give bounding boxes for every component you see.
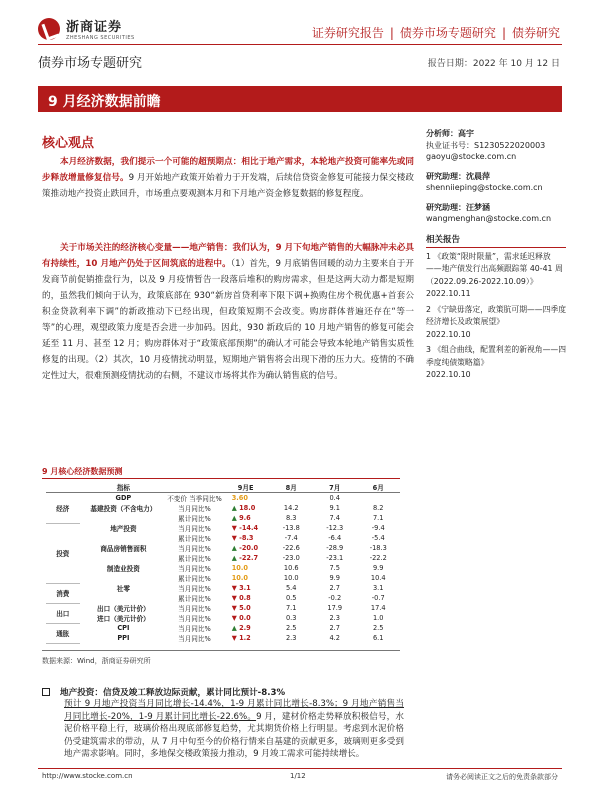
row-indicator [80,573,168,583]
row-jun: -0.7 [371,594,385,602]
row-aug: 5.4 [285,584,297,592]
core-heading: 核心观点 [42,136,95,151]
nav-item-research: 证券研究报告 [311,26,384,40]
row-type: 当月同比% [178,635,211,643]
arrow-down-icon: ▼ [231,604,240,612]
col-type [167,482,222,493]
row-jun: -18.3 [369,544,387,552]
arrow-up-icon: ▲ [231,514,240,522]
row-aug: 7.1 [285,604,297,612]
analyst-block [426,128,566,163]
table-header-row [46,482,400,493]
row-jun: -5.4 [371,534,385,542]
row-type: 累计同比% [178,555,211,563]
row-indicator [80,553,168,563]
row-jun: 1.0 [372,614,384,622]
row-jun: -22.2 [369,554,387,562]
table-row [46,593,400,603]
assistant-email-1[interactable]: shenniieping@stocke.com.cn [426,183,543,192]
core-paragraph-1 [42,154,414,202]
assistant-name-2: 研究助理：汪梦涵 [426,202,490,212]
row-indicator: 基建投资（不含电力） [90,505,157,513]
table-row [46,603,400,613]
report-series: 债券市场专题研究 [38,56,143,71]
row-forecast: ▼ 0.8 [231,594,251,602]
table-row [46,503,400,513]
analyst-name: 分析师：高宇 [426,129,474,138]
row-aug: 2.3 [285,634,297,642]
row-forecast: ▲ -22.7 [231,554,259,562]
row-jul: -28.9 [326,544,344,552]
row-jun: 7.1 [372,514,384,522]
col-sep-e: 9月E [222,482,270,493]
core-p2-body: （1）首先，9 月底销售回暖的动力主要来自于开发商节前促销推盘行为，以及 9 月疫情暂告一段落后堆积的购房需求，但是这两大动力都是短期的，虽然我们倾向于认为，政策底部在 930“新房首贷利率下限下调+换购住房个税优惠+首套公积金贷款利率下调”的新政推动下已经出现，但政策短期不会改变。购房群体普遍还存在“等一等”的心理，观望政策力度是否会进一步加码。因此，930 新政后的 10 月地产销售的修复可能会延至 11 月、甚至 12 月；购房群体对于“政策底部预期”的确认才可能会导致本轮地产销售实质性修复的出现。（2）其次，10 月疫情扰动明显，短期地产销售将会出现下滑的压力大。疫情的不确定性过大，很难预测疫情扰动的右侧，不建议市场将其作为确认销售底的信号。 [42,259,415,381]
row-forecast: ▲ 9.6 [231,514,251,522]
core-p1-lead: 本月经济数据，我们提示一个可能的超预期点：相比于地产需求，本轮地产投资可能率先或同步释放增量修复信号。 [42,157,414,183]
row-type: 当月同比% [178,605,211,613]
row-forecast: ▲ -20.0 [231,544,259,552]
row-aug: -7.4 [284,534,298,542]
row-jun: 17.4 [370,604,386,612]
table-row [46,623,400,633]
page-header [0,0,600,80]
row-aug: 0.3 [285,614,297,622]
checkbox-bullet-icon [42,688,50,696]
row-type: 不变价 当季同比% [167,495,222,503]
row-indicator [80,593,168,603]
row-indicator: PPI [117,634,130,642]
row-jul: 0.4 [329,494,340,502]
arrow-up-icon: ▲ [231,624,240,632]
arrow-down-icon: ▼ [231,584,240,592]
row-jul: -6.4 [328,534,342,542]
row-aug: 10.0 [283,574,299,582]
row-jun: -9.4 [371,524,385,532]
row-jun [356,493,400,504]
top-category-nav: 证券研究报告 | 债券市场专题研究 | 债券研究 [311,26,560,40]
core-p2-lead: 关于市场关注的经济核心变量——地产销售：我们认为，9 月下旬地产销售的大幅脉冲未必具有持续性，10 月地产仍处于区间筑底的进程中。 [42,243,414,269]
table-row [46,533,400,543]
row-type: 累计同比% [178,515,211,523]
table-body [46,493,400,644]
row-forecast: ▼ 0.0 [231,614,251,622]
nav-item-bond: 债券研究 [511,26,560,40]
row-jul: 7.4 [329,514,340,522]
row-forecast: ▼ -8.3 [231,534,254,542]
property-detail-text: 9 月，建材价格走势释放积极信号，水泥价格平稳上行，玻璃价格出现底部修复趋势，尤其期货价格上行明显。考虑到水泥价格仍受建筑需求的带动，从 7 月中旬至今的价格行情来自基建的贡献更多，玻璃则更多受到地产需求影响。同时，多地保交楼政策接力推动，9 月竣工需求可能持续增长。 [64,711,404,759]
row-indicator: 地产投资 [110,525,137,533]
analyst-email[interactable]: gaoyu@stocke.com.cn [426,152,517,161]
table-title: 9 月核心经济数据预测 [42,467,123,476]
row-type: 当月同比% [178,585,211,593]
row-aug: -23.0 [282,554,300,562]
table-row [46,553,400,563]
arrow-up-icon: ▲ [231,554,240,562]
row-forecast: ▲ 18.0 [231,504,256,512]
footer-divider [38,768,562,769]
assistant-name-1: 研究助理：沈晨萍 [426,171,490,181]
row-jul: 2.7 [329,584,340,592]
table-source: 数据来源：Wind，浙商证券研究所 [42,657,151,665]
footer-disclaimer: 请务必阅读正文之后的免责条款部分 [446,773,558,781]
row-type: 当月同比% [178,525,211,533]
logo-cn-text: 浙商证券 [66,20,123,35]
row-aug: 8.3 [285,514,297,522]
row-jul: 2.3 [329,614,340,622]
assistant-block-1 [426,171,566,194]
row-jun: 9.9 [372,564,384,572]
related-report-2[interactable]: 2 《宁缺毋落定，政策肮可期——四季度经济增长及政策展望》 2022.10.10 [426,304,566,339]
row-forecast: 10.0 [231,564,248,572]
row-jul: 4.2 [329,634,340,642]
core-p1-body: 9 月开始地产政策开始着力于开发端，后续信贷资金修复可能接力保交楼政策推动地产投资止跌回升，市场重点要观测本月和下月地产资金修复数据的修复程度。 [42,173,414,199]
arrow-down-icon: ▼ [231,534,240,542]
row-indicator: 出口（美元计价） [97,605,150,613]
section-heading-property [42,686,285,698]
table-bottom-rule [42,650,400,651]
row-indicator [80,513,168,523]
row-type: 当月同比% [178,505,211,513]
row-indicator: CPI [117,624,130,632]
forecast-table [46,482,400,644]
row-jul: 9.1 [329,504,340,512]
table-row [46,583,400,593]
row-category: 投资 [46,523,80,583]
row-indicator: 商品房销售面积 [100,545,147,553]
table-row [46,513,400,523]
row-indicator: GDP [115,494,132,502]
table-row [46,493,400,504]
arrow-down-icon: ▼ [231,634,240,642]
row-forecast: ▼ 1.2 [231,634,251,642]
row-category: 通胀 [46,623,80,643]
sidebar [426,128,566,382]
nav-item-bond-topic: 债券市场专题研究 [399,26,496,40]
row-jul: -12.3 [326,524,344,532]
header-divider [38,44,562,45]
row-aug: 2.5 [285,624,297,632]
row-aug [270,493,313,504]
row-category: 消费 [46,583,80,603]
row-aug: 14.2 [283,504,299,512]
arrow-down-icon: ▼ [231,614,240,622]
section-heading-text: 地产投资：信贷及竣工释放边际贡献，累计同比预计-8.3% [60,688,286,698]
table-row [46,563,400,573]
table-row [46,613,400,623]
property-paragraph [64,698,404,761]
report-title-bar [38,86,562,112]
arrow-up-icon: ▲ [231,504,240,512]
row-jul: 9.9 [329,574,340,582]
row-jul: 7.5 [329,564,340,572]
assistant-email-2[interactable]: wangmenghan@stocke.com.cn [426,214,552,223]
row-aug: -22.6 [282,544,300,552]
core-paragraph-2 [42,240,414,384]
row-type: 累计同比% [178,595,211,603]
row-indicator: 进口（美元计价） [97,615,150,623]
row-category: 出口 [46,603,80,623]
row-jul: -23.1 [326,554,344,562]
row-category: 经济 [46,493,80,524]
related-report-1[interactable]: 1 《政策“限时限量”，需求延迟释放 ——地产债发行出高频跟踪第 40-41 周（2022.09.26-2022.10.09）》 2022.10.11 [426,251,563,298]
row-aug: -13.8 [282,524,300,532]
analyst-license: 执业证书号：S1230522020003 [426,140,546,150]
arrow-down-icon: ▼ [231,524,240,532]
logo-en-text: ZHESHANG SECURITIES [66,35,135,41]
row-forecast: 3.60 [231,494,248,502]
table-row [46,633,400,643]
row-type: 累计同比% [178,575,211,583]
page-number: 1/12 [290,772,306,780]
row-type: 当月同比% [178,625,211,633]
row-forecast: ▼ -14.4 [231,524,259,532]
related-report-3[interactable]: 3 《组合曲线，配置利差的新视角——四季度纯债策略篇》 2022.10.10 [426,345,566,379]
row-forecast: ▼ 5.0 [231,604,251,612]
row-forecast: 10.0 [231,574,248,582]
row-type: 当月同比% [178,615,211,623]
row-jun: 6.1 [372,634,384,642]
row-type: 当月同比% [178,545,211,553]
row-forecast: ▲ 2.9 [231,624,251,632]
table-row [46,543,400,553]
col-indicator: 指标 [80,482,168,493]
table-row [46,573,400,583]
col-jul: 7月 [313,482,356,493]
row-forecast: ▼ 3.1 [231,584,251,592]
table-row [46,523,400,533]
row-type: 当月同比% [178,565,211,573]
row-jul: -0.2 [328,594,342,602]
row-jun: 10.4 [370,574,386,582]
assistant-block-2 [426,202,566,225]
row-jun: 8.2 [372,504,384,512]
row-aug: 10.6 [283,564,299,572]
col-jun: 6月 [356,482,400,493]
row-indicator [80,533,168,543]
related-reports-heading: 相关报告 [426,233,566,248]
col-aug: 8月 [270,482,313,493]
row-type: 累计同比% [178,535,211,543]
report-date: 报告日期：2022 年 10 月 12 日 [427,59,560,69]
row-aug: 0.5 [285,594,297,602]
row-indicator: 制造业投资 [106,565,140,573]
row-jul: 17.9 [327,604,343,612]
row-jun: 3.1 [372,584,384,592]
row-jul: 2.7 [329,624,340,632]
arrow-up-icon: ▲ [231,544,240,552]
property-forecast-text: 预计 9 月地产投资当月同比增长-14.4%，1-9 月累计同比增长-8.3%；9 月地产销售当月同比增长-20%，1-9 月累计同比增长-22.6%。 [64,699,404,722]
company-logo [38,16,135,41]
footer-url[interactable]: http://www.stocke.com.cn [42,772,133,780]
row-jun: 2.5 [372,624,384,632]
report-title: 9 月经济数据前瞻 [48,94,161,110]
row-indicator: 社零 [116,585,130,593]
table-top-rule [42,478,400,479]
logo-mark-icon [38,18,60,40]
arrow-down-icon: ▼ [231,594,240,602]
